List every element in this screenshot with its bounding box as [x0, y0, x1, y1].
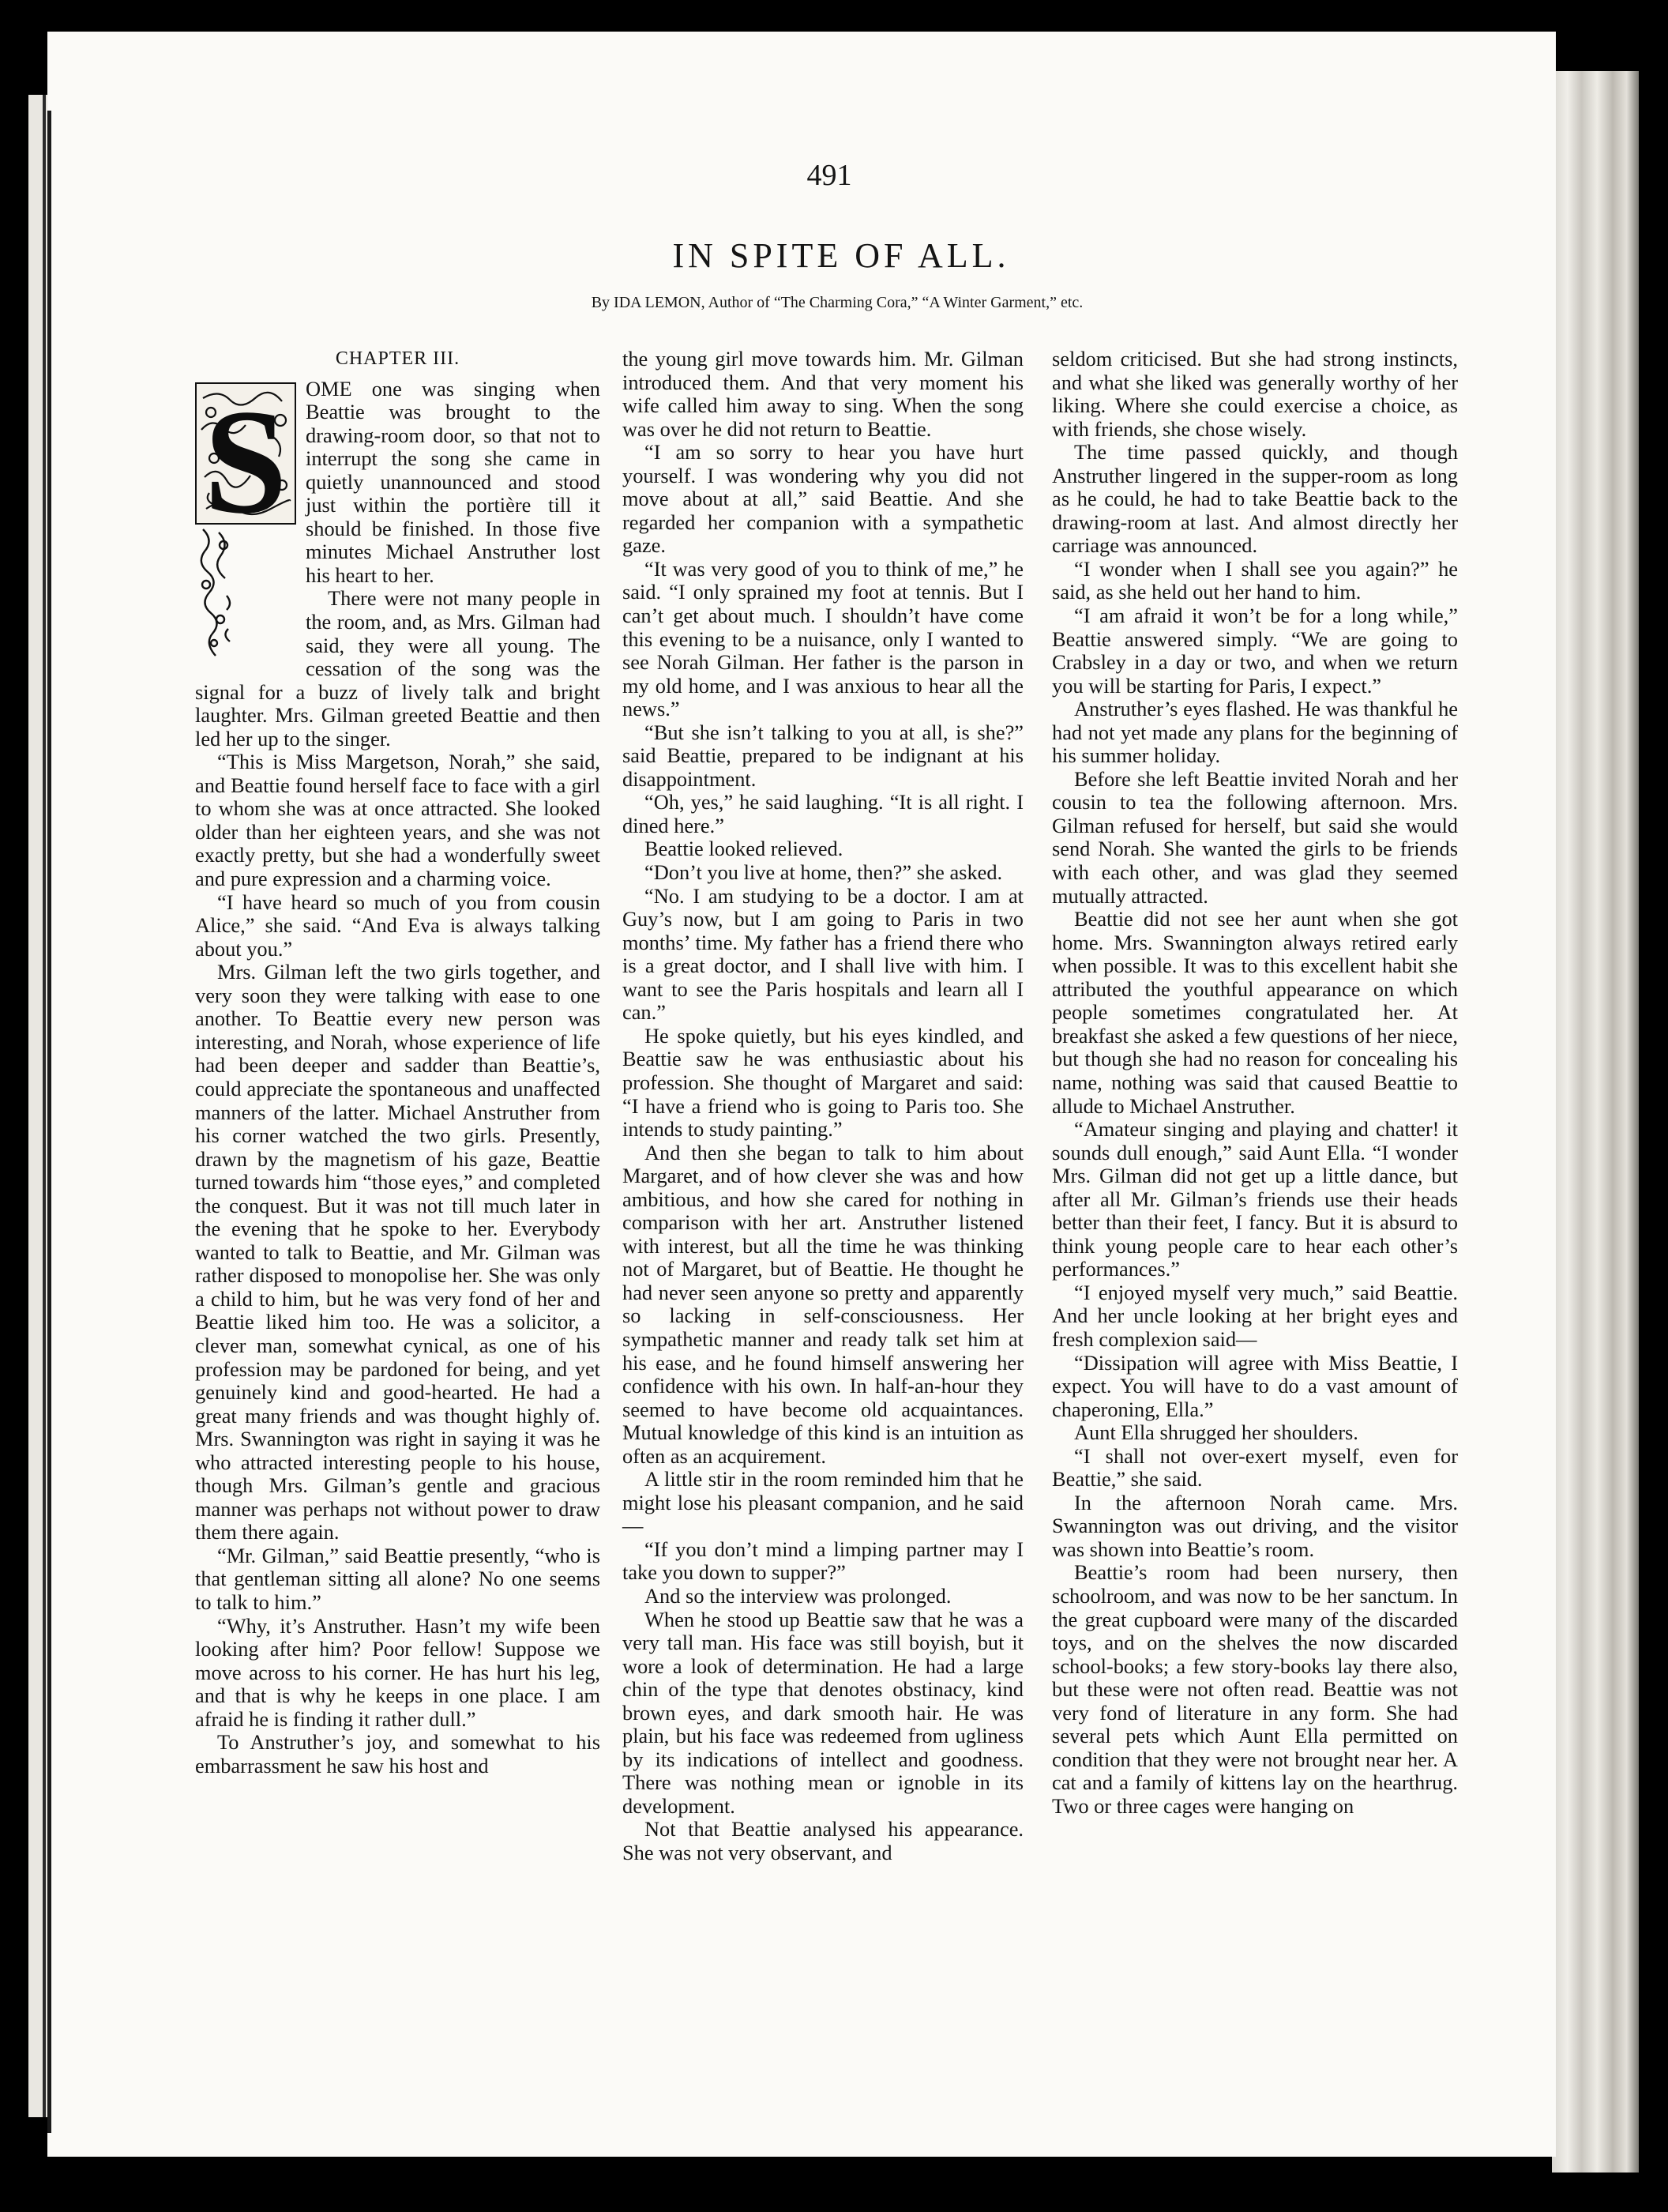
paragraph: Anstruther’s eyes flashed. He was thankful he had not yet made any plans for the beginning of his summer holiday.	[1052, 697, 1458, 768]
paragraph: He spoke quietly, but his eyes kindled, and Beattie saw he was enthusiastic about his profession. She thought of Margaret and said: “I have a friend who is going to Paris too. She intends to study painting.”	[622, 1023, 1024, 1142]
paragraph: Before she left Beattie invited Norah and her cousin to tea the following afternoon. Mrs. Gilman refused for herself, but said she would send Norah. She wanted the girls to be friends with each other, and was glad they seemed mutually attracted.	[1052, 766, 1458, 908]
paragraph: A little stir in the room reminded him that he might lose his pleasant companion, and he said—	[622, 1467, 1024, 1538]
paragraph: “I wonder when I shall see you again?” he said, as she held out her hand to him.	[1052, 556, 1458, 604]
paragraph: OME one was singing when Beattie was brought to the drawing-room door, so that not to interrupt the song she came in quietly unannounced and stood just within the portière till it should be finished. In those five minutes Michael Anstruther lost his heart to her.	[306, 376, 600, 587]
column-1	[195, 348, 600, 1778]
paragraph: “I enjoyed myself very much,” said Beattie. And her uncle looking at her bright eyes and fresh complexion said—	[1052, 1280, 1458, 1351]
paragraph: Aunt Ella shrugged her shoulders.	[1074, 1420, 1358, 1445]
drop-cap-letter: S	[204, 382, 287, 545]
column-2	[622, 348, 1024, 1865]
paragraph: To Anstruther’s joy, and somewhat to his embarrassment he saw his host and	[195, 1730, 600, 1778]
paragraph: Beattie looked relieved.	[644, 837, 843, 861]
paragraph: The time passed quickly, and though Anstruther lingered in the supper-room as long as he could, he had to take Beattie back to the drawing-room at last. And almost directly her carriage was announced.	[1052, 440, 1458, 558]
paragraph: “I have heard so much of you from cousin Alice,” she said. “And Eva is always talking about you.”	[195, 890, 600, 961]
paragraph: “Dissipation will agree with Miss Beattie, I expect. You will have to do a vast amount of chaperoning, Ella.”	[1052, 1350, 1458, 1421]
column-3	[1052, 348, 1458, 1818]
paragraph: “No. I am studying to be a doctor. I am at Guy’s now, but I am going to Paris in two months’ time. My father has a friend there who is a great doctor, and I shall live with him. I want to see the Paris hospitals and learn all I can.”	[622, 883, 1024, 1025]
paragraph: “Don’t you live at home, then?” she asked.	[644, 860, 1003, 885]
page-number: 491	[806, 159, 852, 192]
paragraph: And so the interview was prolonged.	[644, 1583, 952, 1608]
paragraph: “It was very good of you to think of me,” he said. “I only sprained my foot at tennis. But I can’t get about much. I shouldn’t have come this evening to be a nuisance, only I wanted to see Norah Gilman. Her father is the parson in my old home, and I was anxious to hear all the news.”	[622, 556, 1024, 721]
paragraph: Not that Beattie analysed his appearance. She was not very observant, and	[622, 1817, 1024, 1864]
article-title: IN SPITE OF ALL.	[672, 236, 1010, 275]
paragraph: Beattie did not see her aunt when she got home. Mrs. Swannington always retired early when possible. It was to this excellent habit she attributed the youthful appearance on which people sometimes congratulated her. At breakfast she asked a few questions of her niece, but though she had no reason for concealing his name, nothing was said that caused Beattie to allude to Michael Anstruther.	[1052, 907, 1458, 1118]
paragraph: “I am afraid it won’t be for a long while,” Beattie answered simply. “We are going to Crabsley in a day or two, and when we return you will be starting for Paris, I expect.”	[1052, 604, 1458, 698]
paragraph: “Mr. Gilman,” said Beattie presently, “who is that gentleman sitting all alone? No one seems to talk to him.”	[195, 1543, 600, 1614]
gutter-line	[47, 111, 51, 2133]
paragraph: “Why, it’s Anstruther. Hasn’t my wife been looking after him? Poor fellow! Suppose we move across to his corner. He has hurt his leg, and that is why he keeps in one place. I am afraid he is finding it rather dull.”	[195, 1613, 600, 1731]
byline: By IDA LEMON, Author of “The Charming Cora,” “A Winter Garment,” etc.	[591, 294, 1084, 311]
paragraph: “I shall not over-exert myself, even for Beattie,” she said.	[1052, 1443, 1458, 1492]
paragraph: “Amateur singing and playing and chatter! it sounds dull enough,” said Aunt Ella. “I wonder Mrs. Gilman did not get up a little dance, but after all Mr. Gilman’s friends use their heads better than their feet, I fancy. But it is absurd to think young people care to hear each other’s performances.”	[1052, 1117, 1458, 1281]
drop-cap-ornament	[195, 382, 296, 660]
paragraph: And then she began to talk to him about Margaret, and of how clever she was and how ambitious, and how she cared for nothing in comparison with her art. Anstruther listened with interest, but all the time he was thinking not of Margaret, but of Beattie. He thought he had never seen anyone so pretty and apparently so lacking in self-consciousness. Her sympathetic manner and ready talk set him at his ease, and he found himself answering her confidence with his own. In half-an-hour they seemed to have become old acquaintances. Mutual knowledge of this kind is an intuition as often as an acquirement.	[622, 1140, 1024, 1468]
paragraph: In the afternoon Norah came. Mrs. Swannington was out driving, and the visitor was shown into Beattie’s room.	[1052, 1490, 1458, 1561]
chapter-heading: CHAPTER III.	[335, 348, 460, 369]
paragraph: seldom criticised. But she had strong instincts, and what she liked was generally worthy of her liking. Where she could exercise a choice, as with friends, she chose wisely.	[1052, 347, 1458, 441]
paragraph: Beattie’s room had been nursery, then schoolroom, and was now to be her sanctum. In the great cupboard were many of the discarded toys, and on the shelves the now discarded school-books; a few story-books lay there also, but these were not often read. Beattie was not very fond of literature in any form. She had several pets which Aunt Ella permitted on condition that they were not brought near her. A cat and a family of kittens lay on the hearthrug. Two or three cages were hanging on	[1052, 1560, 1458, 1818]
paragraph: Mrs. Gilman left the two girls together, and very soon they were talking with ease to one another. To Beattie every new person was interesting, and Norah, whose experience of life had been deeper and sadder than Beattie’s, could appreciate the spontaneous and unaffected manners of the latter. Michael Anstruther from his corner watched the two girls. Presently, drawn by the magnetism of his gaze, Beattie turned towards him “those eyes,” and completed the conquest. But it was not till much later in the evening that he spoke to her. Everybody wanted to talk to Beattie, and Mr. Gilman was rather disposed to monopolise her. She was only a child to him, but he was very fond of her and Beattie liked him too. He was a solicitor, a clever man, somewhat cynical, as one of his profession may be pardoned for being, and yet genuinely kind and good-hearted. He had a great many friends and was thought highly of. Mrs. Swannington was right in saying it was he who attracted interesting people to his house, though Mrs. Gilman’s gentle and gracious manner was perhaps not without power to draw them there again.	[195, 960, 600, 1544]
paragraph: “I am so sorry to hear you have hurt yourself. I was wondering why you did not move about at all,” said Beattie. And she regarded her companion with a sympathetic gaze.	[622, 440, 1024, 558]
paragraph: “Oh, yes,” he said laughing. “It is all right. I dined here.”	[622, 790, 1024, 837]
paragraph: There were not many people in the room, and, as Mrs. Gilman had said, they were all young. The cessation of the song was the signal for a buzz of lively talk and bright laughter. Mrs. Gilman greeted Beattie and then led her up to the singer.	[195, 586, 600, 750]
book-page-edges	[1552, 71, 1639, 2172]
paragraph: When he stood up Beattie saw that he was a very tall man. His face was still boyish, but it wore a look of determination. He had a large chin of the type that denotes obstinacy, kind brown eyes, and dark smooth hair. He was plain, but his face was redeemed from ugliness by its indications of intellect and goodness. There was nothing mean or ignoble in its development.	[622, 1607, 1024, 1818]
paragraph: “If you don’t mind a limping partner may I take you down to supper?”	[622, 1537, 1024, 1585]
paragraph: “But she isn’t talking to you at all, is she?” said Beattie, prepared to be indignant at his disappointment.	[622, 720, 1024, 791]
paragraph: the young girl move towards him. Mr. Gilman introduced them. And that very moment his wife called him away to sing. When the song was over he did not return to Beattie.	[622, 347, 1024, 441]
paragraph: “This is Miss Margetson, Norah,” she said, and Beattie found herself face to face with a girl to whom she was at once attracted. She looked older than her eighteen years, and she was not exactly pretty, but she had a wonderfully sweet and pure expression and a charming voice.	[195, 750, 600, 891]
